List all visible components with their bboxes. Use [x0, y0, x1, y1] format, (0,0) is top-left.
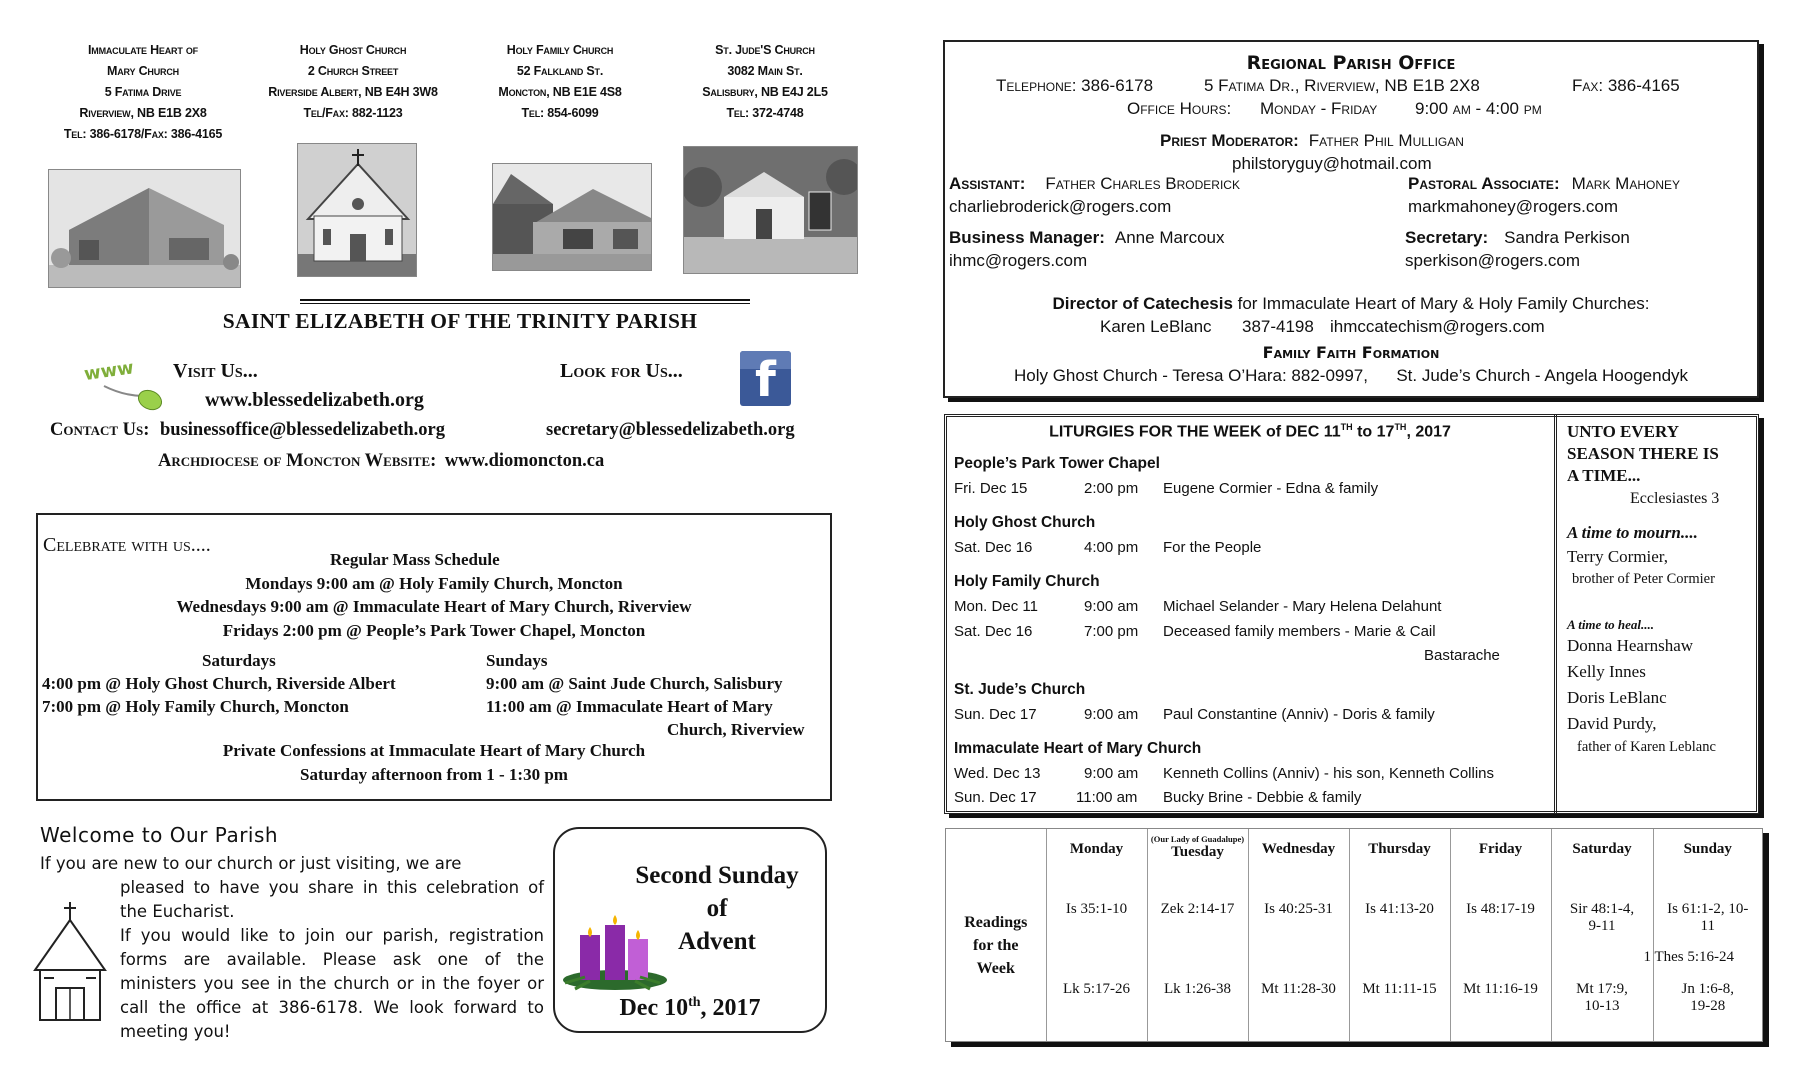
heal-name: Kelly Innes — [1567, 662, 1646, 681]
liturgy-intention: For the People — [1163, 539, 1262, 556]
season-title — [1567, 421, 1719, 487]
reading-gospel: Mt 11:28-30 — [1248, 981, 1349, 1041]
director-phone: 387-4198 — [1242, 317, 1314, 336]
office-address: 5 Fatima Dr., Riverview, NB E1B 2X8 — [1204, 76, 1480, 95]
church-info-holy-ghost — [248, 40, 458, 124]
reading-first: Is 48:17-19 — [1450, 901, 1551, 981]
advent-date — [553, 995, 827, 1022]
church-address: 3082 Main St. — [727, 64, 803, 78]
liturgy-intention: Eugene Cormier - Edna & family — [1163, 480, 1379, 497]
moderator-name: Father Phil Mulligan — [1308, 131, 1464, 150]
sundays-label: Sundays — [486, 651, 548, 670]
liturgy-date: Fri. Dec 15 — [954, 480, 1028, 497]
liturgy-time: 4:00 pm — [1084, 539, 1139, 556]
liturgy-intention: Kenneth Collins (Anniv) - his son, Kenneth Collins — [1163, 765, 1495, 782]
mass-line-monday: Mondays 9:00 am @ Holy Family Church, Moncton — [245, 574, 623, 593]
advent-candles-icon — [560, 905, 670, 1000]
secretary-name: Sandra Perkison — [1504, 228, 1630, 247]
advent-line-1: Second Sunday — [635, 862, 799, 889]
reading-first: Is 40:25-31 — [1248, 901, 1349, 981]
reading-first: Sir 48:1-4, 9-11 — [1551, 901, 1653, 981]
liturgy-intention: Deceased family members - Marie & Cail — [1163, 623, 1436, 640]
mourn-relation: brother of Peter Cormier — [1572, 571, 1715, 587]
church-name-cont: Mary Church — [107, 64, 179, 78]
liturgy-time: 9:00 am — [1084, 765, 1139, 782]
facebook-icon[interactable]: f — [740, 351, 791, 406]
heal-relation: father of Karen Leblanc — [1577, 739, 1716, 755]
advent-line-3: Advent — [678, 928, 756, 955]
liturgy-date: Wed. Dec 13 — [954, 765, 1041, 782]
mass-line-wednesday: Wednesdays 9:00 am @ Immaculate Heart of Mary Church, Riverview — [176, 597, 692, 616]
liturgy-date: Sun. Dec 17 — [954, 789, 1037, 806]
reading-first: Is 41:13-20 — [1349, 901, 1450, 981]
look-label: Look for Us... — [560, 360, 683, 382]
church-address: 2 Church Street — [307, 64, 399, 78]
season-title-1: UNTO EVERY — [1567, 422, 1679, 441]
church-name: Holy Ghost Church — [299, 43, 407, 57]
assistant-name: Father Charles Broderick — [1045, 174, 1240, 193]
welcome-para-1: pleased to have you share in this celebration of the Eucharist. — [120, 878, 544, 921]
readings-row-label — [946, 901, 1046, 1041]
liturgy-date: Sat. Dec 16 — [954, 623, 1033, 640]
liturgy-intention: Michael Selander - Mary Helena Delahunt — [1163, 598, 1442, 615]
contact-email-secretary[interactable]: secretary@blessedelizabeth.org — [546, 420, 795, 440]
confessions-line-2: Saturday afternoon from 1 - 1:30 pm — [300, 765, 568, 784]
liturgy-time: 7:00 pm — [1084, 623, 1139, 640]
saturday-mass-2: 7:00 pm @ Holy Family Church, Moncton — [42, 697, 349, 716]
church-phone: Tel: 386-6178/Fax: 386-4165 — [63, 127, 223, 141]
advent-date-year: , 2017 — [700, 995, 761, 1021]
confessions-line-1: Private Confessions at Immaculate Heart of Mary Church — [222, 741, 646, 760]
contact-label: Contact Us: — [50, 420, 150, 440]
church-photo-holy-ghost — [297, 143, 417, 277]
sunday-mass-2-cont: Church, Riverview — [667, 720, 805, 739]
season-reference: Ecclesiastes 3 — [1630, 490, 1720, 507]
contact-email-business[interactable]: businessoffice@blessedelizabeth.org — [160, 420, 445, 440]
church-photo-ihm — [48, 169, 241, 288]
season-title-2: SEASON THERE IS — [1567, 444, 1719, 463]
heal-name: Donna Hearnshaw — [1567, 636, 1694, 655]
liturgy-church-holy-family: Holy Family Church — [954, 573, 1100, 590]
liturgy-time: 11:00 am — [1076, 789, 1138, 806]
reading-second-sunday: 1 Thes 5:16-24 — [1643, 949, 1735, 965]
church-address: 52 Falkland St. — [516, 64, 604, 78]
liturgy-title-sup1: TH — [1340, 422, 1353, 432]
pastoral-label: Pastoral Associate: — [1408, 174, 1560, 193]
faith-formation-title: Family Faith Formation — [1262, 343, 1440, 362]
moderator-email[interactable]: philstoryguy@hotmail.com — [1232, 154, 1432, 173]
day-header: Monday — [1046, 829, 1147, 901]
liturgy-intention: Paul Constantine (Anniv) - Doris & family — [1163, 706, 1435, 723]
heal-heading: A time to heal.... — [1567, 617, 1655, 632]
title-rule-top-thin — [300, 303, 750, 304]
business-email[interactable]: ihmc@rogers.com — [949, 251, 1088, 270]
reading-first: Is 61:1-2, 10-11 — [1667, 901, 1749, 934]
visit-label: Visit Us... — [173, 360, 258, 382]
reading-gospel: Mt 11:11-15 — [1349, 981, 1450, 1041]
liturgy-church-chapel: People’s Park Tower Chapel — [954, 455, 1160, 472]
church-info-ihm — [38, 40, 248, 145]
reading-gospel: Lk 1:26-38 — [1147, 981, 1248, 1041]
church-city: Riverside Albert, NB E4H 3W8 — [268, 85, 438, 99]
title-rule-top — [300, 299, 750, 301]
readings-table — [946, 829, 1762, 1041]
liturgy-title-end: , 2017 — [1406, 423, 1451, 441]
reading-first-sunday — [1643, 901, 1762, 981]
church-city: Moncton, NB E1E 4S8 — [498, 85, 622, 99]
church-phone: Tel: 854-6099 — [521, 106, 599, 120]
mass-line-friday: Fridays 2:00 pm @ People’s Park Tower Chapel, Moncton — [222, 621, 646, 640]
tuesday-feast-note: (Our Lady of Guadalupe) — [1150, 834, 1245, 844]
office-hours-label: Office Hours: — [1127, 99, 1232, 118]
faith-formation-line: Holy Ghost Church - Teresa O’Hara: 882-0997, St. Jude’s Church - Angela Hoogendyk — [1013, 366, 1689, 385]
church-phone: Tel/Fax: 882-1123 — [303, 106, 403, 120]
secretary-email[interactable]: sperkison@rogers.com — [1405, 251, 1581, 270]
liturgy-intention-cont: Bastarache — [1424, 647, 1500, 664]
liturgy-date: Mon. Dec 11 — [954, 598, 1038, 615]
welcome-para-2: If you would like to join our parish, registration forms are available. Please ask one of the ministers you see in the church or in the foyer or call the office at 386-6178. We look forward to meeting you! — [120, 926, 544, 1041]
reading-gospel: Lk 5:17-26 — [1046, 981, 1147, 1041]
advent-line-2: of — [706, 895, 728, 922]
sunday-mass-1: 9:00 am @ Saint Jude Church, Salisbury — [486, 674, 783, 693]
liturgy-title — [950, 422, 1550, 441]
director-label: Director of Catechesis — [1052, 294, 1233, 313]
church-info-st-jude — [660, 40, 870, 124]
schedule-title: Regular Mass Schedule — [330, 550, 500, 569]
welcome-line-1: If you are new to our church or just visiting, we are — [40, 854, 462, 873]
mourn-name: Terry Cormier, — [1567, 547, 1669, 566]
svg-text:www: www — [84, 357, 136, 386]
secretary-label: Secretary: — [1405, 228, 1489, 247]
day-header: Sunday — [1683, 841, 1732, 857]
church-name: Immaculate Heart of — [88, 43, 198, 57]
director-email[interactable]: ihmccatechism@rogers.com — [1330, 317, 1545, 336]
liturgy-intention: Bucky Brine - Debbie & family — [1163, 789, 1362, 806]
church-name: St. Jude'S Church — [715, 43, 815, 57]
readings-corner — [946, 829, 1046, 901]
saturdays-label: Saturdays — [202, 651, 276, 670]
celebrate-heading: Celebrate with us.... — [43, 534, 211, 556]
sunday-mass-2: 11:00 am @ Immaculate Heart of Mary — [486, 697, 773, 716]
liturgy-date: Sat. Dec 16 — [954, 539, 1033, 556]
liturgy-date: Sun. Dec 17 — [954, 706, 1037, 723]
day-header: Friday — [1450, 829, 1551, 901]
readings-label-3: Week — [976, 960, 1015, 977]
liturgy-title-mid: to 17 — [1352, 423, 1395, 441]
website-link[interactable]: www.blessedelizabeth.org — [205, 389, 424, 411]
mourn-heading: A time to mourn.... — [1567, 523, 1698, 542]
readings-box — [945, 828, 1763, 1042]
pastoral-email[interactable]: markmahoney@rogers.com — [1408, 197, 1618, 216]
heal-name: Doris LeBlanc — [1567, 688, 1667, 707]
chapel-icon — [30, 900, 110, 1035]
moderator-label: Priest Moderator: — [1160, 131, 1299, 150]
liturgy-time: 9:00 am — [1084, 598, 1139, 615]
church-city: Riverview, NB E1B 2X8 — [79, 106, 207, 120]
office-fax: Fax: 386-4165 — [1572, 76, 1680, 95]
reading-first: Is 35:1-10 — [1046, 901, 1147, 981]
archdiocese-link[interactable]: www.diomoncton.ca — [444, 451, 605, 471]
reading-gospel: Jn 1:6-8, 19-28 — [1681, 981, 1734, 1014]
readings-label-1: Readings — [964, 914, 1028, 931]
liturgy-church-ihm: Immaculate Heart of Mary Church — [954, 740, 1202, 757]
day-header: Tuesday — [1171, 844, 1224, 860]
liturgy-time: 2:00 pm — [1084, 480, 1139, 497]
liturgy-church-holy-ghost: Holy Ghost Church — [954, 514, 1096, 531]
heal-name: David Purdy, — [1567, 714, 1657, 733]
business-label: Business Manager: — [949, 228, 1105, 247]
day-header-tuesday — [1147, 829, 1248, 901]
reading-gospel: Mt 17:9, 10-13 — [1551, 981, 1653, 1041]
reading-first: Zek 2:14-17 — [1147, 901, 1248, 981]
liturgy-divider — [1554, 414, 1559, 814]
assistant-label: Assistant: — [949, 174, 1026, 193]
church-photo-st-jude — [683, 146, 858, 274]
church-phone: Tel: 372-4748 — [726, 106, 804, 120]
welcome-heading: Welcome to Our Parish — [40, 823, 279, 847]
saturday-mass-1: 4:00 pm @ Holy Ghost Church, Riverside Albert — [42, 674, 396, 693]
liturgy-title-start: LITURGIES FOR THE WEEK of DEC 11 — [1049, 423, 1341, 441]
parish-title: SAINT ELIZABETH OF THE TRINITY PARISH — [222, 309, 698, 333]
assistant-email[interactable]: charliebroderick@rogers.com — [949, 197, 1172, 216]
archdiocese-label: Archdiocese of Moncton Website: — [158, 451, 437, 471]
advent-date-main: Dec 10 — [619, 995, 689, 1021]
church-name: Holy Family Church — [506, 43, 614, 57]
office-hours-days: Monday - Friday — [1260, 99, 1378, 118]
day-header: Wednesday — [1248, 829, 1349, 901]
day-header: Saturday — [1551, 829, 1653, 901]
liturgy-title-sup2: TH — [1394, 422, 1407, 432]
church-photo-holy-family — [492, 163, 652, 271]
liturgy-time: 9:00 am — [1084, 706, 1139, 723]
church-city: Salisbury, NB E4J 2L5 — [702, 85, 828, 99]
office-title: Regional Parish Office — [1246, 52, 1456, 74]
church-info-holy-family — [455, 40, 665, 124]
reading-gospel: Mt 11:16-19 — [1450, 981, 1551, 1041]
office-phone: Telephone: 386-6178 — [996, 76, 1154, 95]
business-name: Anne Marcoux — [1114, 228, 1225, 247]
advent-date-sup: th — [688, 995, 701, 1010]
day-header: Thursday — [1349, 829, 1450, 901]
director-description: for Immaculate Heart of Mary & Holy Family Churches: — [1232, 294, 1650, 313]
liturgy-church-st-jude: St. Jude’s Church — [954, 681, 1086, 698]
season-title-3: A TIME... — [1567, 466, 1641, 485]
www-icon — [84, 356, 164, 421]
church-address: 5 Fatima Drive — [104, 85, 182, 99]
pastoral-name: Mark Mahoney — [1571, 174, 1681, 193]
readings-label-2: for the — [973, 937, 1019, 954]
director-name: Karen LeBlanc — [1100, 317, 1212, 336]
office-hours-time: 9:00 am - 4:00 pm — [1415, 99, 1542, 118]
